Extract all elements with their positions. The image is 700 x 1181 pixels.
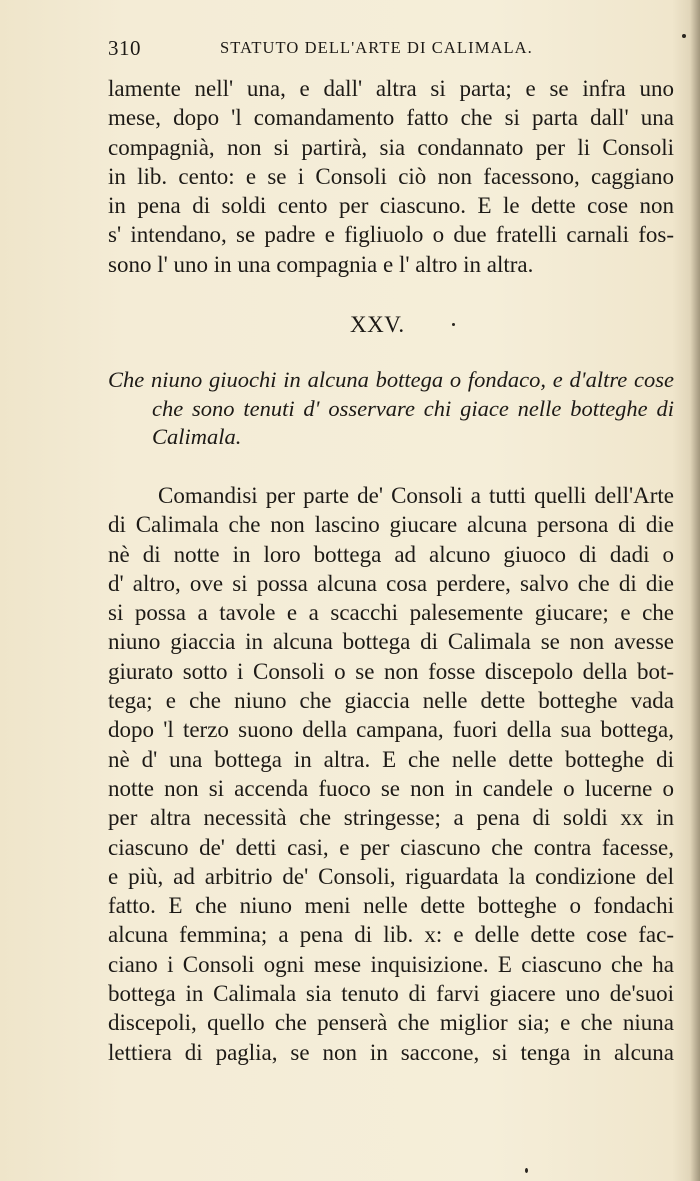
page-number: 310 — [108, 36, 141, 60]
text-line: dopo 'l terzo suono della campana, fuori della sua bottega, — [108, 717, 674, 743]
text-line: e più, ad arbitrio de' Consoli, riguardata la condizione del — [108, 863, 674, 889]
text-line: bottega in Calimala sia tenuto di farvi giacere uno de'suoi — [108, 981, 674, 1007]
text-line: giurato sotto i Consoli o se non fosse discepolo della bot- — [108, 658, 674, 684]
section-heading: XXV. — [350, 312, 405, 337]
text-line: in pena di soldi cento per ciascuno. E le dette cose non — [108, 193, 674, 219]
ink-speck — [452, 323, 455, 326]
running-title: STATUTO DELL'ARTE DI CALIMALA. — [220, 38, 533, 57]
text-line: alcuna femmina; a pena di lib. x: e delle dette cose fac- — [108, 922, 674, 948]
text-line: s' intendano, se padre e figliuolo o due fratelli carnali fos- — [108, 222, 674, 248]
paragraph-statute — [108, 481, 674, 1067]
text-line: nè d' una bottega in altra. E che nelle dette botteghe di — [108, 746, 674, 772]
text-line: ciascuno de' detti casi, e per ciascuno che contra facesse, — [108, 834, 674, 860]
ink-speck — [525, 1168, 528, 1173]
text-line: si possa a tavole e a scacchi palesemente giucare; e che — [108, 600, 674, 626]
text-line: d' altro, ove si possa alcuna cosa perdere, salvo che di die — [108, 570, 674, 596]
text-line: fatto. E che niuno meni nelle dette botteghe o fondachi — [108, 893, 674, 919]
text-line: discepoli, quello che penserà che miglior sia; e che niuna — [108, 1010, 674, 1036]
page-edge-shadow — [690, 0, 700, 1181]
text-line: per altra necessità che stringesse; a pena di soldi xx in — [108, 805, 674, 831]
text-line: sono l' uno in una compagnia e l' altro in altra. — [108, 251, 534, 277]
rubric-line: che sono tenuti d' osservare chi giace nelle botteghe di — [152, 395, 674, 421]
text-line: nè di notte in loro bottega ad alcuno giuoco di dadi o — [108, 541, 674, 567]
rubric-line: Che niuno giuochi in alcuna bottega o fondaco, e d'altre cose — [108, 367, 674, 392]
paragraph-continued — [108, 74, 674, 279]
text-line: compagnià, non si partirà, sia condannato per li Consoli — [108, 134, 674, 160]
text-line: notte non si accenda fuoco se non in candele o lucerne o — [108, 775, 674, 801]
text-line: tega; e che niuno che giaccia nelle dette botteghe vada — [108, 688, 674, 714]
ink-speck — [682, 34, 686, 38]
rubric-line: Calimala. — [152, 424, 242, 449]
text-line: in lib. cento: e se i Consoli ciò non facessono, caggiano — [108, 163, 674, 189]
text-line: ciano i Consoli ogni mese inquisizione. E ciascuno che ha — [108, 951, 674, 977]
section-rubric — [108, 366, 674, 452]
text-line: Comandisi per parte de' Consoli a tutti quelli dell'Arte — [158, 483, 674, 508]
page-header — [108, 36, 670, 60]
text-line: di Calimala che non lascino giucare alcuna persona di die — [108, 512, 674, 538]
text-line: mese, dopo 'l comandamento fatto che si parta dall' una — [108, 105, 674, 131]
text-line: lettiera di paglia, se non in saccone, si tenga in alcuna — [108, 1039, 674, 1065]
text-line: niuno giaccia in alcuna bottega di Calimala se non avesse — [108, 629, 674, 655]
text-line: lamente nell' una, e dall' altra si parta; e se infra uno — [108, 76, 674, 101]
